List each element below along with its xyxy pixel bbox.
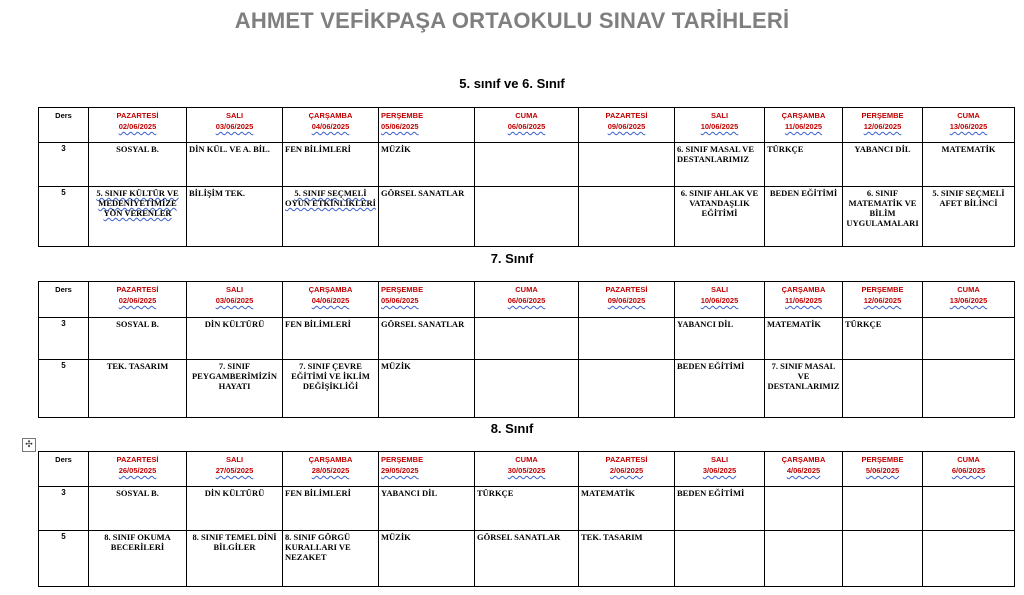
exam-cell [843, 487, 923, 531]
day-name: PAZARTESİ [116, 285, 159, 294]
exam-cell: MATEMATİK [579, 487, 675, 531]
day-name: ÇARŞAMBA [308, 285, 353, 294]
day-date: 06/06/2025 [507, 296, 546, 305]
exam-cell: 5. SINIF SEÇMELİ OYUN ETKİNLİKLERİ [283, 187, 379, 247]
exam-cell: DİN KÜL. VE A. BİL. [187, 143, 283, 187]
day-name: PERŞEMBE [861, 455, 904, 464]
day-header [579, 282, 675, 318]
table-move-handle-icon[interactable]: ✣ [22, 438, 36, 452]
day-header [675, 108, 765, 143]
day-header [89, 452, 187, 487]
day-header [765, 452, 843, 487]
table-row [39, 143, 1015, 187]
day-name: PERŞEMBE [381, 455, 424, 464]
exam-cell: FEN BİLİMLERİ [283, 143, 379, 187]
exam-cell [579, 187, 675, 247]
hour-cell: 3 [39, 487, 89, 531]
day-name: SALI [710, 285, 729, 294]
day-name: CUMA [515, 455, 538, 464]
exam-cell [843, 360, 923, 418]
table-row [39, 487, 1015, 531]
day-header [283, 452, 379, 487]
exam-cell: TEK. TASARIM [579, 531, 675, 587]
day-header [923, 282, 1015, 318]
exam-cell: 5. SINIF SEÇMELİ AFET BİLİNCİ [923, 187, 1015, 247]
day-header [843, 282, 923, 318]
exam-cell: YABANCI DİL [843, 143, 923, 187]
section-heading-7: 7. Sınıf [490, 251, 534, 266]
hour-cell: 5 [39, 360, 89, 418]
exam-cell [475, 318, 579, 360]
day-header [475, 452, 579, 487]
day-name: SALI [710, 455, 729, 464]
day-date: 29/05/2025 [381, 466, 419, 475]
table-row [39, 187, 1015, 247]
day-date: 3/06/2025 [702, 466, 737, 475]
day-name: SALI [225, 455, 244, 464]
day-date: 03/06/2025 [215, 296, 254, 305]
day-date: 6/06/2025 [951, 466, 986, 475]
day-name: PERŞEMBE [381, 111, 424, 120]
day-header [579, 452, 675, 487]
exam-cell: 8. SINIF GÖRGÜ KURALLARI VE NEZAKET [283, 531, 379, 587]
exam-cell: MATEMATİK [765, 318, 843, 360]
day-header [475, 108, 579, 143]
exam-cell: BİLİŞİM TEK. [187, 187, 283, 247]
hour-cell: 3 [39, 318, 89, 360]
table-row [39, 318, 1015, 360]
day-date: 03/06/2025 [215, 122, 254, 131]
section-heading-5-6: 5. sınıf ve 6. Sınıf [459, 76, 565, 91]
exam-cell [923, 318, 1015, 360]
day-name: CUMA [515, 111, 538, 120]
exam-cell: GÖRSEL SANATLAR [379, 187, 475, 247]
day-header [283, 282, 379, 318]
header-row [39, 108, 1015, 143]
day-name: ÇARŞAMBA [308, 455, 353, 464]
day-header [187, 282, 283, 318]
exam-cell [923, 487, 1015, 531]
day-date: 06/06/2025 [507, 122, 546, 131]
exam-cell [475, 187, 579, 247]
day-header [89, 282, 187, 318]
exam-cell [579, 360, 675, 418]
exam-cell: TEK. TASARIM [89, 360, 187, 418]
day-date: 30/05/2025 [507, 466, 546, 475]
day-date: 12/06/2025 [863, 296, 902, 305]
ders-header: Ders [39, 108, 89, 143]
day-date: 4/06/2025 [786, 466, 821, 475]
exam-cell: TÜRKÇE [843, 318, 923, 360]
exam-cell: YABANCI DİL [675, 318, 765, 360]
day-header [283, 108, 379, 143]
day-name: PERŞEMBE [861, 285, 904, 294]
day-header [475, 282, 579, 318]
day-header [843, 452, 923, 487]
day-date: 11/06/2025 [784, 122, 823, 131]
day-name: PERŞEMBE [861, 111, 904, 120]
exam-table-5-6 [38, 107, 1015, 247]
table-row [39, 531, 1015, 587]
day-name: SALI [710, 111, 729, 120]
exam-cell: 5. SINIF KÜLTÜR VE MEDENİYETİMİZE YÖN VERENLER [89, 187, 187, 247]
exam-cell [765, 531, 843, 587]
exam-cell [675, 531, 765, 587]
exam-cell: GÖRSEL SANATLAR [379, 318, 475, 360]
exam-cell: 8. SINIF OKUMA BECERİLERİ [89, 531, 187, 587]
exam-cell [923, 531, 1015, 587]
header-row [39, 282, 1015, 318]
day-date: 04/06/2025 [311, 296, 350, 305]
exam-cell: BEDEN EĞİTİMİ [675, 487, 765, 531]
day-name: CUMA [515, 285, 538, 294]
day-date: 09/06/2025 [607, 296, 646, 305]
exam-cell: SOSYAL B. [89, 487, 187, 531]
day-header [923, 108, 1015, 143]
day-date: 02/06/2025 [118, 296, 157, 305]
day-header [187, 452, 283, 487]
day-name: PAZARTESİ [605, 455, 648, 464]
day-header [765, 282, 843, 318]
day-name: ÇARŞAMBA [781, 285, 826, 294]
exam-cell: DİN KÜLTÜRÜ [187, 318, 283, 360]
day-name: PERŞEMBE [381, 285, 424, 294]
exam-cell: 8. SINIF TEMEL DİNİ BİLGİLER [187, 531, 283, 587]
exam-cell: YABANCI DİL [379, 487, 475, 531]
ders-header: Ders [39, 452, 89, 487]
day-header [579, 108, 675, 143]
day-header [379, 452, 475, 487]
header-row [39, 452, 1015, 487]
day-date: 27/05/2025 [215, 466, 254, 475]
day-date: 28/05/2025 [311, 466, 350, 475]
exam-cell: 7. SINIF ÇEVRE EĞİTİMİ VE İKLİM DEĞİŞİKLİĞİ [283, 360, 379, 418]
day-header [379, 282, 475, 318]
hour-cell: 5 [39, 187, 89, 247]
day-name: SALI [225, 111, 244, 120]
day-header [765, 108, 843, 143]
exam-cell: 7. SINIF MASAL VE DESTANLARIMIZ [765, 360, 843, 418]
day-date: 2/06/2025 [609, 466, 644, 475]
exam-cell [765, 487, 843, 531]
exam-cell: MÜZİK [379, 360, 475, 418]
exam-cell: SOSYAL B. [89, 143, 187, 187]
exam-cell: TÜRKÇE [475, 487, 579, 531]
exam-cell: BEDEN EĞİTİMİ [675, 360, 765, 418]
exam-cell: 6. SINIF MATEMATİK VE BİLİM UYGULAMALARI [843, 187, 923, 247]
day-name: CUMA [957, 455, 980, 464]
day-name: ÇARŞAMBA [781, 455, 826, 464]
day-header [675, 282, 765, 318]
section-heading-8: 8. Sınıf [490, 421, 534, 436]
day-header [379, 108, 475, 143]
day-date: 10/06/2025 [700, 296, 739, 305]
exam-cell: FEN BİLİMLERİ [283, 318, 379, 360]
exam-cell: MATEMATİK [923, 143, 1015, 187]
ders-header: Ders [39, 282, 89, 318]
day-name: PAZARTESİ [605, 111, 648, 120]
day-date: 10/06/2025 [700, 122, 739, 131]
day-date: 5/06/2025 [865, 466, 900, 475]
day-date: 12/06/2025 [863, 122, 902, 131]
day-date: 13/06/2025 [949, 122, 988, 131]
exam-cell [843, 531, 923, 587]
exam-cell: MÜZİK [379, 143, 475, 187]
exam-cell: TÜRKÇE [765, 143, 843, 187]
day-header [923, 452, 1015, 487]
day-date: 09/06/2025 [607, 122, 646, 131]
day-header [187, 108, 283, 143]
exam-cell [579, 318, 675, 360]
exam-cell: GÖRSEL SANATLAR [475, 531, 579, 587]
day-header [89, 108, 187, 143]
exam-cell [475, 360, 579, 418]
day-date: 13/06/2025 [949, 296, 988, 305]
hour-cell: 5 [39, 531, 89, 587]
day-name: SALI [225, 285, 244, 294]
exam-cell [475, 143, 579, 187]
exam-cell: 7. SINIF PEYGAMBERİMİZİN HAYATI [187, 360, 283, 418]
day-name: CUMA [957, 285, 980, 294]
day-name: PAZARTESİ [116, 111, 159, 120]
exam-cell: SOSYAL B. [89, 318, 187, 360]
day-name: ÇARŞAMBA [781, 111, 826, 120]
day-name: ÇARŞAMBA [308, 111, 353, 120]
exam-table-8 [38, 451, 1015, 587]
exam-cell: 6. SINIF MASAL VE DESTANLARIMIZ [675, 143, 765, 187]
exam-cell: 6. SINIF AHLAK VE VATANDAŞLIK EĞİTİMİ [675, 187, 765, 247]
day-date: 05/06/2025 [381, 296, 419, 305]
page-title: AHMET VEFİKPAŞA ORTAOKULU SINAV TARİHLERİ [234, 8, 790, 33]
exam-cell [923, 360, 1015, 418]
exam-table-7 [38, 281, 1015, 418]
exam-cell: DİN KÜLTÜRÜ [187, 487, 283, 531]
exam-cell [579, 143, 675, 187]
exam-cell: MÜZİK [379, 531, 475, 587]
day-date: 05/06/2025 [381, 122, 419, 131]
day-header [675, 452, 765, 487]
exam-cell: FEN BİLİMLERİ [283, 487, 379, 531]
day-name: PAZARTESİ [116, 455, 159, 464]
day-header [843, 108, 923, 143]
day-date: 02/06/2025 [118, 122, 157, 131]
day-date: 26/05/2025 [118, 466, 157, 475]
table-row [39, 360, 1015, 418]
exam-cell: BEDEN EĞİTİMİ [765, 187, 843, 247]
day-name: CUMA [957, 111, 980, 120]
day-date: 04/06/2025 [311, 122, 350, 131]
day-date: 11/06/2025 [784, 296, 823, 305]
hour-cell: 3 [39, 143, 89, 187]
day-name: PAZARTESİ [605, 285, 648, 294]
